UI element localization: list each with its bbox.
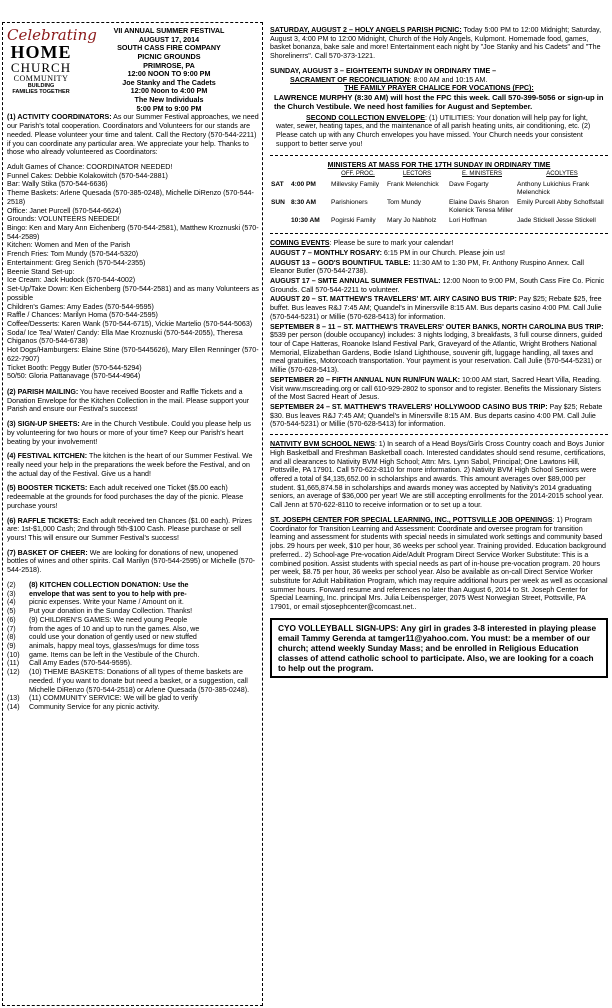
item-number: (11) xyxy=(7,659,20,668)
item-text: (9) CHILDREN'S GAMES: We need young People xyxy=(29,615,188,624)
cyo-volleyball-box xyxy=(270,618,608,679)
coordinator-item: Adult Games of Chance: COORDINATOR NEEDED! xyxy=(7,163,173,171)
item-number: (4) xyxy=(7,598,16,607)
coordinator-item: Ice Cream: Jack Hudock (570-544-4002) xyxy=(7,276,136,285)
numbered-item xyxy=(7,642,259,651)
para-text: Each adult received one Ticket ($5.00 each) redeemable at the grounds for food purchases the day of the picnic. Please purchase yours! xyxy=(7,484,244,510)
item-text: Put your donation in the Sunday Collection. Thanks! xyxy=(29,607,193,616)
festival-header-line: VII ANNUAL SUMMER FESTIVAL xyxy=(113,26,225,35)
event-heading: AUGUST 20 – ST. MATTHEW'S TRAVELERS' MT. AIRY CASINO BUS TRIP: xyxy=(270,295,517,304)
event-heading: SEPTEMBER 24 – ST. MATTHEW'S TRAVELERS' HOLLYWOOD CASINO BUS TRIP: xyxy=(270,403,548,411)
summer-festival-column xyxy=(2,22,263,1006)
event-item xyxy=(270,403,608,429)
para-title: (2) PARISH MAILING: xyxy=(7,387,79,396)
event-text: Pay $25; Rebate $25, free buffet. Bus leaves R&J 7:45 AM; Quandel's in Minersville 8:15 AM. Bus departs casino 4:00 PM. Call Julie (570-544-5231) or Millie (570-628-5413) for information. xyxy=(270,295,602,321)
st-joseph-para xyxy=(270,516,608,612)
festival-header-line: PICNIC GROUNDS xyxy=(137,51,201,61)
activity-coordinators-para xyxy=(7,113,259,157)
numbered-item xyxy=(7,694,259,703)
ministers-cell: 8:30 AM xyxy=(291,199,317,207)
event-item xyxy=(270,323,608,375)
event-text: Pay $25; Rebate $30. Bus leaves R&J 7:45 AM; Quandel's in Minersville 8:15 AM. Bus departs casino 4:00 PM. Call Julie (570-544-5231) or Millie (570-628-5413) for information. xyxy=(270,403,603,429)
festival-header-line: AUGUST 17, 2014 xyxy=(138,34,200,44)
ministers-table xyxy=(270,171,608,228)
item-number: (9) xyxy=(7,641,16,650)
item-text: envelope that was sent to you to help with pre- xyxy=(29,589,187,598)
ministers-cell: Frank Melenchick xyxy=(387,181,439,189)
item-number: (10) xyxy=(7,650,20,659)
ministers-cell: Tom Mundy xyxy=(387,199,422,207)
ministers-cell: Jade Stickell Jesse Stickell xyxy=(517,217,596,225)
coordinator-item: Office: Janet Purcell (570-544-6624) xyxy=(7,206,122,215)
ministers-cell: Emily Purcell Abby Schoffstall xyxy=(517,199,604,207)
item-number: (13) xyxy=(7,694,20,703)
festival-header-line: 5:00 PM to 9:00 PM xyxy=(136,103,202,113)
event-text: 11:30 AM to 1:30 PM, Fr. Anthony Ruspino Annex. Call Eleanor Butler (570-544-2738). xyxy=(270,258,584,276)
ministers-row xyxy=(270,199,608,217)
item-text: Call Amy Eades (570-544-9595). xyxy=(29,659,132,668)
coordinator-item: Ticket Booth: Peggy Butler (570-544-5294) xyxy=(7,363,142,372)
coordinator-item: Children's Games: Amy Eades (570-544-9595) xyxy=(7,302,154,311)
para-title: NATIVITY BVM SCHOOL NEWS xyxy=(270,440,375,449)
para-text: : 1) In search of a Head Boys/Girls Cross Country coach and Boys Junior High Basketball and Freshman Basketball coach. Interested candidates should send resume, certifications, and all clearances to Nativity BVM High School; Attn: Mrs. Lynn Sabol, Principal; One Lawtons Hill, Pottsville, PA 17901. Call 570-622-8110 for more information. 2) Nativity BVM High School Seniors were offered a total of $4,135,652.00 in scholarships and awards. This amount averages over $89,000 per student. $1,665,874.58 in scholarships and awards money was accepted by Nativity's 2014 graduating seniors, an average of $36,000 per year! We are still accepting enrollments for the 2014-2015 school year. Call Jenn at 570-622-8110 to receive information or to set up a tour. xyxy=(270,440,606,510)
para-title: (6) RAFFLE TICKETS: xyxy=(7,516,81,525)
festival-kitchen-para xyxy=(7,452,259,478)
parish-news-column xyxy=(270,26,608,1006)
home-church-community-logo xyxy=(7,26,97,108)
numbered-item xyxy=(7,598,259,607)
ministers-cell: Elaine Davis Sharon Kolenick Teresa Miller xyxy=(449,199,514,214)
numbered-item xyxy=(7,625,259,634)
ministers-cell: 4:00 PM xyxy=(291,181,316,189)
item-number: (12) xyxy=(7,668,20,677)
para-title: (4) FESTIVAL KITCHEN: xyxy=(7,452,88,461)
booster-tickets-para xyxy=(7,484,259,510)
ministers-cell: Dave Fogarty xyxy=(449,181,489,189)
raffle-tickets-para xyxy=(7,517,259,543)
para-text: Are in the Church Vestibule. Could you please help us by volunteering for two hours or more of your time? Keep our Parish's heart beating by your involvement! xyxy=(7,420,251,446)
para-text: We are looking for donations of new, unopened bottles of wines and other spirits. Call Marilyn (570-544-2595) or Michelle (570-544-2518). xyxy=(7,548,256,575)
ministers-cell: Pogirski Family xyxy=(331,217,376,225)
ministers-header-cell: ACOLYTES xyxy=(546,171,578,178)
ministers-row xyxy=(270,181,608,199)
festival-header-line: 12:00 NOON TO 9:00 PM xyxy=(127,69,211,79)
item-text: (8) KITCHEN COLLECTION DONATION: Use the xyxy=(29,580,189,589)
coordinator-item: Bingo: Ken and Mary Ann Eichenberg (570-544-2581), Matthew Kroznuski (570-544-2589) xyxy=(7,224,259,241)
coordinator-item: Hot Dogs/Hamburgers: Elaine Stine (570-5445626), Mary Ellen Renninger (570-622-7907) xyxy=(7,346,259,363)
item-text: (10) THEME BASKETS: Donations of all types of theme baskets are needed. If you want to donate but need a basket, or a suggestion, call Michelle DiRenzo (570-544-2518) or Arlene Quesada (570-385-0248). xyxy=(29,668,250,694)
coordinator-list xyxy=(7,163,259,381)
event-item xyxy=(270,277,608,294)
event-item xyxy=(270,376,608,402)
saturday-picnic-para xyxy=(270,26,608,61)
logo-line-3: CHURCH xyxy=(10,60,72,75)
second-collection-para xyxy=(270,114,608,149)
coordinator-item: Set-Up/Take Down: Ken Eichenberg (570-544-2581) and as many Volunteers as possible xyxy=(7,285,259,302)
item-number: (3) xyxy=(7,589,16,598)
ministers-cell: SAT xyxy=(271,181,284,189)
item-number: (5) xyxy=(7,607,16,616)
item-text: Community Service for any picnic activity. xyxy=(29,702,160,711)
sign-up-sheets-para xyxy=(7,420,259,446)
ministers-row xyxy=(270,217,608,228)
reconciliation-line xyxy=(270,76,608,85)
para-text: Today 5:00 PM to 12:00 Midnight; Saturday, August 3, 4:00 PM to 12:00 Midnight, Church of the Holy Angels, Kulpmont. Homemade food, games, basket bonanza, bake sale and more! Entertainment each night by "Joe Stanky and his Cadets" and "The Shorelinerrs". Call 570-373-1221. xyxy=(270,26,602,61)
item-text: picnic expenses. Write your Name / Amount on it. xyxy=(29,598,184,607)
para-text: : (1) UTILITIES: Your donation will help pay for light, water, sewer, heating tapes, and the maintenance of all parish heating units, air conditioning, etc. (2) Please catch up with any Church envelopes you have missed. Your Church needs your consistent support to better serve you! xyxy=(276,113,591,148)
para-title: (7) BASKET OF CHEER: xyxy=(7,548,88,557)
event-item xyxy=(270,259,608,276)
numbered-item xyxy=(7,590,259,599)
coordinator-item: Entertainment: Greg Senich (570-544-2355) xyxy=(7,258,146,267)
numbered-item xyxy=(7,616,259,625)
para-text: Each adult received ten Chances ($1.00 each). Prizes are: 1st-$1,000 Cash; 2nd through 5th-$100 Cash. Please purchase or sell yours! This will ensure our Summer Festival's success! xyxy=(7,516,252,543)
item-text: game. Items can be left in the Vestibule of the Church. xyxy=(29,650,200,659)
logo-line-2: HOME xyxy=(10,42,72,62)
numbered-item xyxy=(7,703,259,712)
item-number: (2) xyxy=(7,580,16,589)
coordinator-item: Coffee/Desserts: Karen Wank (570-544-6715), Vickie Martelio (570-544-5063) xyxy=(7,319,253,328)
coordinator-item: Raffle / Chances: Marilyn Homa (570-544-2595) xyxy=(7,311,158,320)
event-heading: AUGUST 7 – MONTHLY ROSARY: xyxy=(270,248,382,257)
para-title: (1) ACTIVITY COORDINATORS: xyxy=(7,113,112,122)
coming-events-intro xyxy=(270,239,608,248)
festival-header-line: SOUTH CASS FIRE COMPANY xyxy=(117,43,221,53)
coordinator-item: Grounds: VOLUNTEERS NEEDED! xyxy=(7,215,120,224)
event-item xyxy=(270,295,608,321)
ministers-cell: Millevsky Family xyxy=(331,181,379,189)
logo-line-5: BUILDING xyxy=(27,83,55,90)
coordinator-item: Theme Baskets: Arlene Quesada (570-385-0248), Michelle DiRenzo (570-544-2518) xyxy=(7,189,254,206)
ministers-title: MINISTERS AT MASS FOR THE 17TH SUNDAY IN ORDINARY TIME xyxy=(327,160,551,169)
logo-line-4: COMMUNITY xyxy=(13,73,69,83)
fpc-title: THE FAMILY PRAYER CHALICE FOR VOCATIONS (FPC): xyxy=(344,84,534,93)
item-text: from the ages of 10 and up to run the games. Also, we xyxy=(29,624,200,633)
ministers-cell xyxy=(270,217,290,228)
sunday-title: SUNDAY, AUGUST 3 – EIGHTEENTH SUNDAY IN ORDINARY TIME – xyxy=(270,66,497,75)
ministers-header-cell: LECTORS xyxy=(402,171,432,178)
numbered-item xyxy=(7,581,259,590)
ministers-cell: Lori Hoffman xyxy=(449,217,487,225)
nativity-school-para xyxy=(270,440,608,510)
event-heading: SEPTEMBER 20 – FIFTH ANNUAL NUN RUN/FUN WALK: xyxy=(270,375,460,384)
item-text: (11) COMMUNITY SERVICE: We will be glad to verify xyxy=(29,694,198,703)
ministers-header-cell: OFF. PROC. xyxy=(341,171,375,178)
festival-header-line: The New Individuals xyxy=(134,95,204,105)
event-text: 10:00 AM start, Sacred Heart Villa, Reading. Visit www.mscreading.org or call 610-929-2802 to sponsor and to register. Benefits the Missionary Sisters of the Most Sacred Heart of Jesus. xyxy=(270,375,602,402)
coordinator-item: 50/50: Gloria Pattanavage (570-544-4964) xyxy=(7,372,141,381)
coordinator-item: Beenie Stand Set-up: xyxy=(7,267,75,276)
event-text: 6:15 PM in our Church. Please join us! xyxy=(381,248,505,257)
numbered-item xyxy=(7,633,259,642)
event-heading: SEPTEMBER 8 – 11 – ST. MATTHEW'S TRAVELERS' OUTER BANKS, NORTH CAROLINA BUS TRIP: xyxy=(270,322,604,331)
ministers-header-cell: E. MINISTERS xyxy=(461,171,502,178)
para-title: SACRAMENT OF RECONCILIATION xyxy=(290,75,410,84)
coordinator-item: Kitchen: Women and Men of the Parish xyxy=(7,241,131,250)
para-text: As our Summer Festival approaches, we need our Parish's total cooperation. Coordinators and Volunteers for our stands are needed. Please volunteer your time and talent. Call the Rectory (570-544-2211) if you can coordinate any particular area. We appreciate your help. Thanks to those who already volunteered as Coordinators: xyxy=(7,113,259,157)
festival-header-line: Joe Stanky and The Cadets xyxy=(122,77,216,87)
divider xyxy=(270,233,608,234)
item-text: animals, happy meal toys, glasses/mugs for dime toss xyxy=(29,641,199,650)
divider xyxy=(270,434,608,435)
item-number: (6) xyxy=(7,615,16,624)
numbered-item xyxy=(7,659,259,668)
ministers-cell: Parishioners xyxy=(331,199,368,207)
event-text: 12:00 Noon to 9:00 PM, South Cass Fire Co. Picnic Grounds. Call 570-544-2211 to volunteer. xyxy=(270,276,605,294)
ministers-cell: SUN xyxy=(271,199,285,207)
festival-header-line: PRIMROSE, PA xyxy=(143,60,195,70)
logo-line-1: Celebrating xyxy=(7,26,97,44)
numbered-item xyxy=(7,651,259,660)
ministers-header-row xyxy=(270,171,608,181)
basket-of-cheer-para xyxy=(7,549,259,575)
numbered-item xyxy=(7,607,259,616)
cyo-text: CYO VOLLEYBALL SIGN-UPS: Any girl in grades 3-8 interested in playing please email Tammy Gerenda at tamger11@yahoo.com. You must: be a member of our church; attend weekly Sunday Mass; and be enrolled in Religious Education classes of attend catholic school to participate. Also, we are looking for a coach to help out the program. xyxy=(278,622,597,674)
numbered-item xyxy=(7,668,259,694)
event-heading: AUGUST 17 – SMTE ANNUAL SUMMER FESTIVAL: xyxy=(270,276,441,285)
para-text: You have received Booster and Raffle Tickets and a Donation Envelope for the Kitchen Collection in the mail. Please support your Parish and ensure our Festival's success! xyxy=(7,387,250,414)
para-title: (5) BOOSTER TICKETS: xyxy=(7,484,88,493)
coordinator-item: French Fries: Tom Mundy (570-544-5320) xyxy=(7,250,139,259)
events-list xyxy=(270,249,608,429)
item-number: (7) xyxy=(7,624,16,633)
ministers-header-cell xyxy=(290,171,330,181)
para-title: ST. JOSEPH CENTER FOR SPECIAL LEARNING, INC., POTTSVILLE JOB OPENINGS xyxy=(270,515,553,524)
item-number: (14) xyxy=(7,702,20,711)
para-title: COMING EVENTS xyxy=(270,239,330,248)
event-item xyxy=(270,249,608,258)
divider xyxy=(270,155,608,156)
coordinator-item: Soda/ Ice Tea/ Water/ Candy: Ella Mae Kroznuski (570-544-2055), Theresa Chiganos (570-544-6738) xyxy=(7,328,243,346)
para-text: : Please be sure to mark your calendar! xyxy=(329,239,454,248)
event-heading: AUGUST 13 – GOD'S BOUNTIFUL TABLE: xyxy=(270,258,411,267)
parish-mailing-para xyxy=(7,388,259,414)
numbered-list xyxy=(7,581,259,712)
fpc-text: LAWRENCE MURPHY (8:30 AM) will host the FPC this week. Call 570-399-5056 or sign-up in the Church Vestibule. We need host families for August and September. xyxy=(274,93,604,112)
ministers-cell: Anthony Lukichius Frank Melenchick xyxy=(517,181,590,196)
para-text: : 8:00 AM and 10:15 AM. xyxy=(409,75,488,84)
event-text: $539 per person (double occupancy) includes: 3 nights lodging, 3 breakfasts, 3 full course dinners, guided tour of Cape Hatteras, Roanoke Island Festival Park, Graveyard of the Atlantic, Wright Brothers National Memorial, Elizabethan Gardens, Bodie Island Lighthouse, souvenir gift, luggage handling, all taxes and meal gratuities, Motorcoach transportation. Your payment is your reservation. Call Julie (570-544-5231) or Millie (570-628-5413). xyxy=(270,331,603,375)
para-text: The kitchen is the heart of our Summer Festival. We really need your help in the preparations the week before the Festival, and on the actual day of the Festival. Give us a hand! xyxy=(7,452,253,478)
para-title: SATURDAY, AUGUST 2 – HOLY ANGELS PARISH PICNIC: xyxy=(270,26,462,34)
item-text: could use your donation of gently used or new stuffed xyxy=(29,633,197,642)
ministers-cell: Mary Jo Nabholz xyxy=(387,217,437,225)
item-number: (8) xyxy=(7,633,16,642)
coordinator-item: Bar: Wally Stika (570-544-6636) xyxy=(7,180,108,189)
ministers-cell: 10:30 AM xyxy=(291,217,320,225)
coordinator-item: Funnel Cakes: Debbie Kolakowitch (570-544-2881) xyxy=(7,171,168,180)
logo-line-6: FAMILIES TOGETHER xyxy=(12,89,70,96)
para-title: SECOND COLLECTION ENVELOPE xyxy=(306,113,426,122)
ministers-header-cell xyxy=(270,171,290,181)
para-text: : 1) Program Coordinator for Transition Learning and Assessment: Coordinate and oversee program for transition learning and assessment for students with special needs in simulated work settings and community based jobs. 29 hours per week, $10 per hour, 36 weeks per school year. Training provided. Education background preferred.. 2) School-age Pre-vocation Aide/Adult Program Direct Service Worker Substitute: This is a combined position. Assist students with special needs as part of in-house pre-vocation program. 20 hours per week, $8.75 per hour, 36 weeks per school year. Also be available as on-call Direct Service Worker substitute for Adult Habilitation Program, which may require additional hours per week as well as occasional summer hours. Forward resume and references no later than August 6, 2014 to St. Joseph Center for Special Learning, Inc. principal Mrs. Julia Leibensperger, 2075 West Norwegian Street, Pottsville, PA 17901, or email stjosephcenter@comcast.net.. xyxy=(270,515,608,612)
festival-header-line: 12:00 Noon to 4:00 PM xyxy=(130,86,208,96)
para-title: (3) SIGN-UP SHEETS: xyxy=(7,420,80,429)
